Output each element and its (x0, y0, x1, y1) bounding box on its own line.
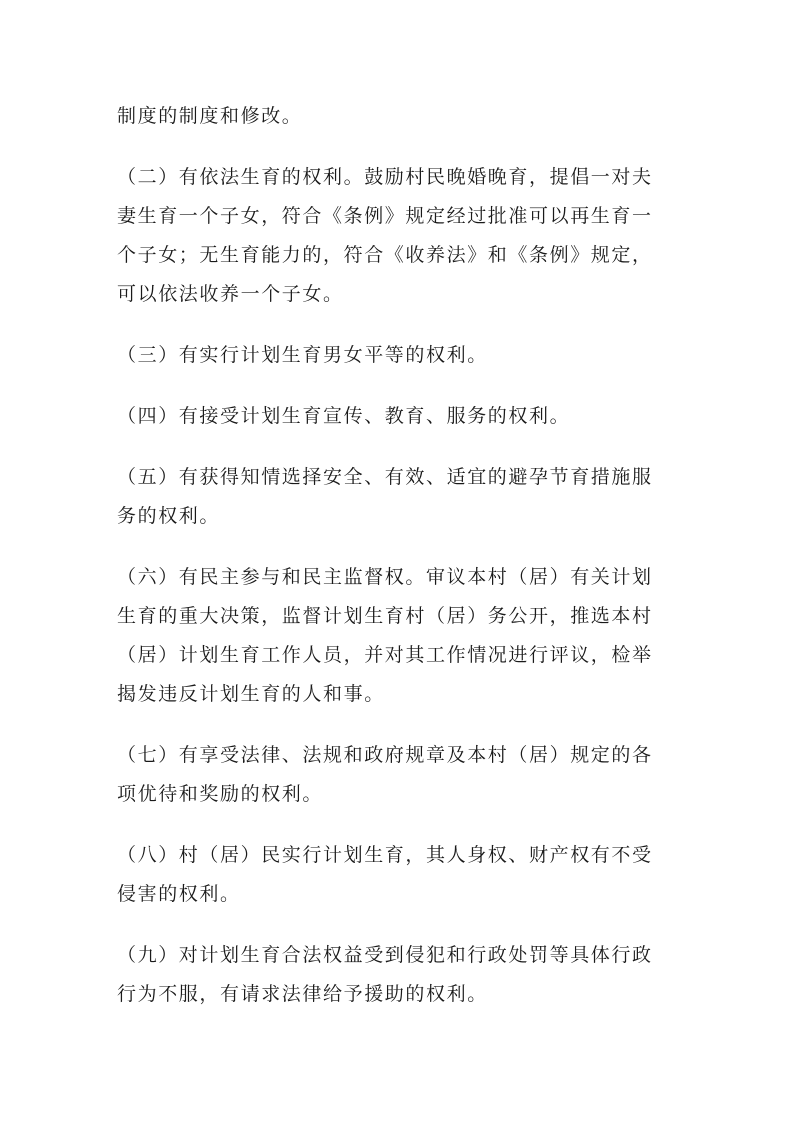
text-line: （二）有依法生育的权利。鼓励村民晚婚晚育，提倡一对夫 (117, 166, 653, 188)
text-line: （居）计划生育工作人员，并对其工作情况进行评议，检举 (117, 644, 653, 666)
text-line: 行为不服，有请求法律给予援助的权利。 (117, 983, 488, 1005)
text-line: 务的权利。 (117, 505, 221, 527)
paragraph-1 (117, 97, 677, 136)
text-line: （四）有接受计划生育宣传、教育、服务的权利。 (117, 405, 571, 427)
paragraph-3 (117, 336, 677, 375)
text-line: 揭发违反计划生育的人和事。 (117, 683, 385, 705)
text-line: （九）对计划生育合法权益受到侵犯和行政处罚等具体行政 (117, 944, 653, 966)
text-line: 可以依法收养一个子女。 (117, 283, 344, 305)
text-line: 妻生育一个子女，符合《条例》规定经过批准可以再生育一 (117, 205, 653, 227)
text-line: 个子女；无生育能力的，符合《收养法》和《条例》规定， (117, 244, 653, 266)
text-line: （八）村（居）民实行计划生育，其人身权、财产权有不受 (117, 844, 653, 866)
text-line: 生育的重大决策，监督计划生育村（居）务公开，推选本村 (117, 605, 653, 627)
text-line: 项优待和奖励的权利。 (117, 783, 324, 805)
paragraph-6 (117, 558, 677, 714)
text-line: 制度的制度和修改。 (117, 105, 303, 127)
text-line: （三）有实行计划生育男女平等的权利。 (117, 344, 488, 366)
document-body (117, 97, 677, 1036)
paragraph-8 (117, 836, 677, 914)
paragraph-2 (117, 158, 677, 314)
paragraph-5 (117, 458, 677, 536)
text-line: （七）有享受法律、法规和政府规章及本村（居）规定的各 (117, 744, 653, 766)
paragraph-7 (117, 736, 677, 814)
text-line: （五）有获得知情选择安全、有效、适宜的避孕节育措施服 (117, 466, 653, 488)
text-line: 侵害的权利。 (117, 883, 241, 905)
text-line: （六）有民主参与和民主监督权。审议本村（居）有关计划 (117, 566, 653, 588)
paragraph-4 (117, 397, 677, 436)
paragraph-9 (117, 936, 677, 1014)
